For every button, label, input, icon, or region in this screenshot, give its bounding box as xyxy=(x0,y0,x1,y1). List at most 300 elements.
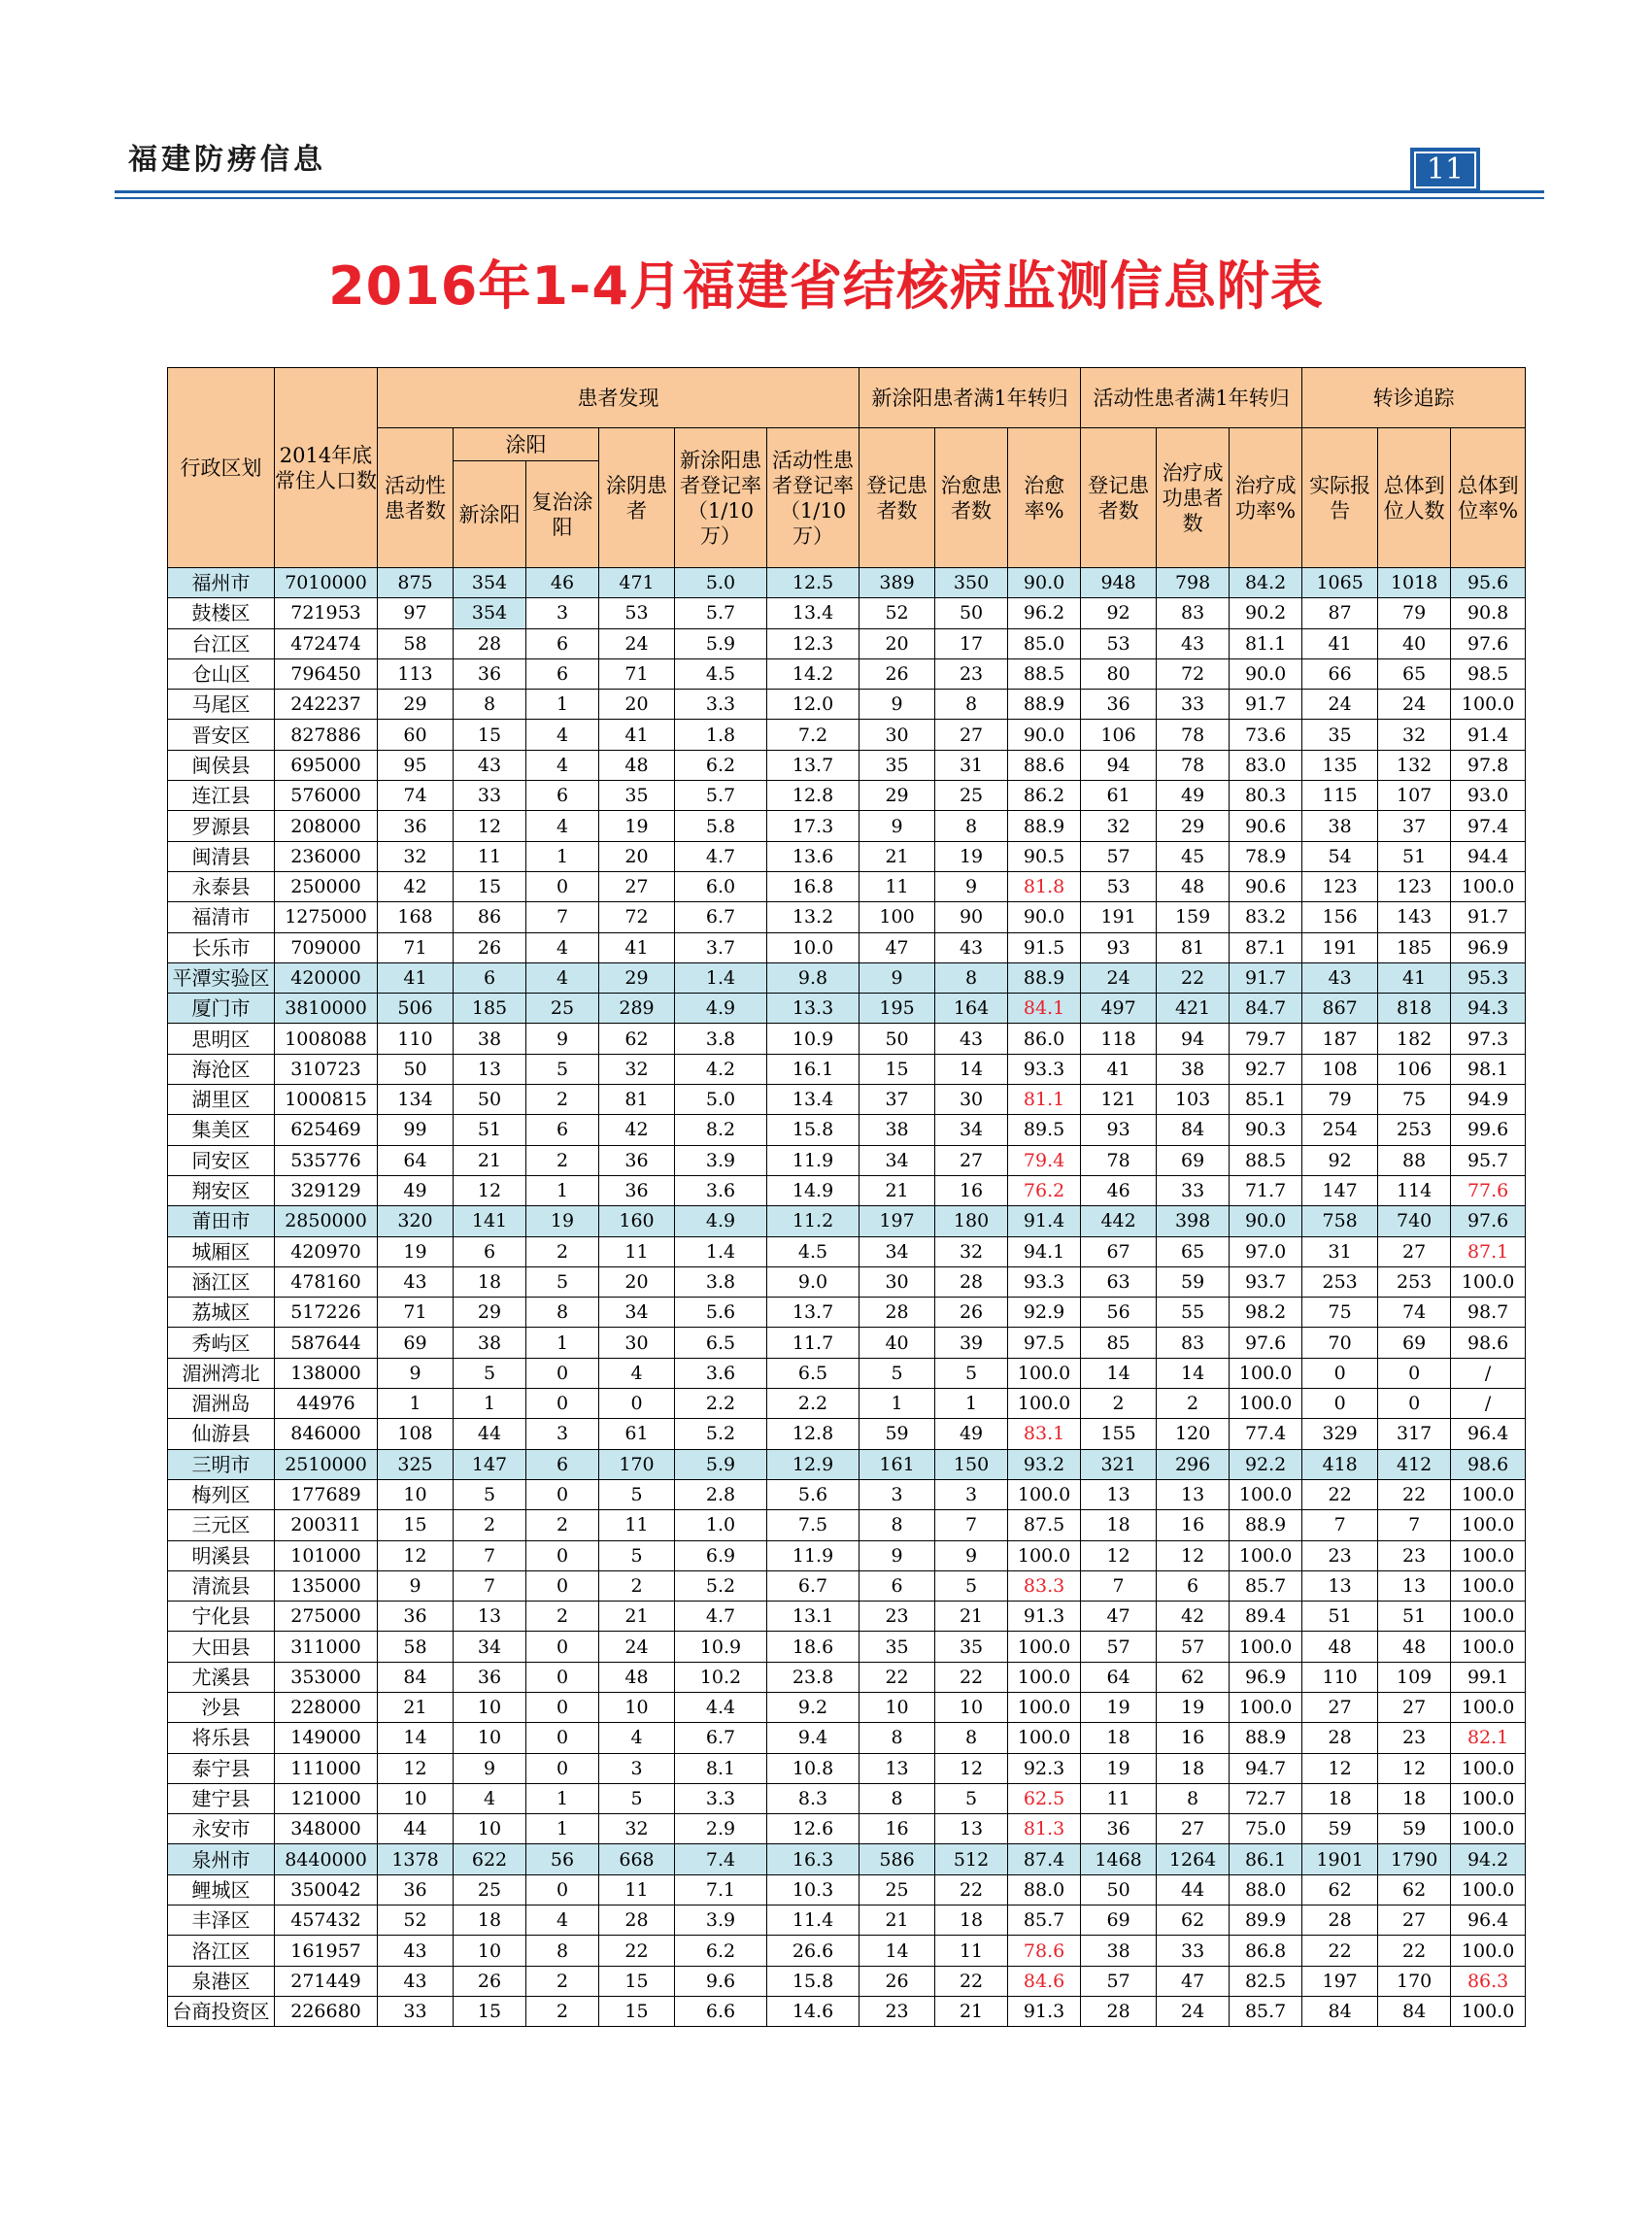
table-cell: 187 xyxy=(1302,1024,1378,1054)
region-name-cell: 清流县 xyxy=(168,1570,275,1601)
table-cell: 88.5 xyxy=(1230,1145,1302,1175)
table-cell: 66 xyxy=(1302,658,1378,689)
table-cell: 53 xyxy=(599,598,675,628)
table-row-city xyxy=(168,1449,1526,1479)
table-cell: 0 xyxy=(1378,1358,1451,1388)
table-cell: 7 xyxy=(526,902,599,932)
table-cell: 29 xyxy=(1157,811,1230,841)
table-cell: 41 xyxy=(378,962,454,993)
table-cell: 85 xyxy=(1081,1328,1157,1358)
table-cell: 19 xyxy=(1157,1692,1230,1722)
table-cell: 13.1 xyxy=(767,1602,860,1632)
col-active-patients: 活动性患者数 xyxy=(378,428,454,568)
table-cell: 1.8 xyxy=(675,720,767,750)
table-cell: 100.0 xyxy=(1008,1389,1081,1419)
table-cell: 28 xyxy=(860,1298,935,1328)
col-rf-arrived: 总体到位人数 xyxy=(1378,428,1451,568)
group-new-smear-outcome: 新涂阳患者满1年转归 xyxy=(860,368,1081,428)
region-name-cell: 荔城区 xyxy=(168,1298,275,1328)
table-cell: 43 xyxy=(454,750,526,780)
table-cell: 12 xyxy=(935,1753,1008,1783)
table-cell: 11.4 xyxy=(767,1906,860,1936)
table-cell: 56 xyxy=(1081,1298,1157,1328)
table-cell: 1 xyxy=(526,690,599,720)
table-cell: 3 xyxy=(599,1753,675,1783)
table-cell: 83.1 xyxy=(1008,1419,1081,1449)
table-cell: 2.2 xyxy=(767,1389,860,1419)
table-cell: 85.7 xyxy=(1230,1570,1302,1601)
table-cell: 110 xyxy=(378,1024,454,1054)
table-cell: 78.9 xyxy=(1230,841,1302,871)
table-cell: 13 xyxy=(1302,1570,1378,1601)
table-cell: 289 xyxy=(599,994,675,1024)
table-cell: 1 xyxy=(860,1389,935,1419)
table-cell: 12 xyxy=(1081,1540,1157,1570)
col-region: 行政区划 xyxy=(168,368,275,568)
table-cell: 5.8 xyxy=(675,811,767,841)
table-cell: 10 xyxy=(454,1814,526,1844)
table-cell: 180 xyxy=(935,1206,1008,1236)
table-cell: 82.1 xyxy=(1451,1723,1526,1753)
table-cell: 91.5 xyxy=(1008,932,1081,962)
table-row xyxy=(168,1328,1526,1358)
table-row xyxy=(168,1692,1526,1722)
table-cell: 6.7 xyxy=(675,902,767,932)
table-row xyxy=(168,750,1526,780)
table-cell: 7.1 xyxy=(675,1874,767,1905)
table-cell: 34 xyxy=(599,1298,675,1328)
table-cell: 39 xyxy=(935,1328,1008,1358)
table-cell: 471 xyxy=(599,568,675,598)
group-active-outcome: 活动性患者满1年转归 xyxy=(1081,368,1302,428)
table-cell: 75.0 xyxy=(1230,1814,1302,1844)
table-cell: 1 xyxy=(526,1814,599,1844)
table-cell: 13 xyxy=(454,1602,526,1632)
table-cell: 0 xyxy=(526,1632,599,1662)
table-cell: 90.0 xyxy=(1230,1206,1302,1236)
table-row xyxy=(168,1936,1526,1966)
table-cell: 52 xyxy=(860,598,935,628)
table-cell: 5.2 xyxy=(675,1570,767,1601)
table-cell: 6 xyxy=(454,962,526,993)
table-cell: 96.4 xyxy=(1451,1419,1526,1449)
table-cell: 32 xyxy=(1378,720,1451,750)
table-cell: 5 xyxy=(599,1783,675,1813)
table-cell: 78 xyxy=(1157,720,1230,750)
table-cell: 84.1 xyxy=(1008,994,1081,1024)
table-cell: 5 xyxy=(454,1479,526,1509)
table-cell: 6.2 xyxy=(675,750,767,780)
table-cell: 4.7 xyxy=(675,1602,767,1632)
table-cell: 64 xyxy=(378,1145,454,1175)
table-cell: 57 xyxy=(1081,1966,1157,1996)
table-cell: 4.4 xyxy=(675,1692,767,1722)
table-cell: 75 xyxy=(1378,1085,1451,1115)
table-cell: 13.4 xyxy=(767,598,860,628)
table-cell: 170 xyxy=(599,1449,675,1479)
table-cell: 2 xyxy=(1157,1389,1230,1419)
table-cell: 100.0 xyxy=(1008,1723,1081,1753)
table-cell: 58 xyxy=(378,1632,454,1662)
table-cell: 11 xyxy=(599,1874,675,1905)
table-cell: 13 xyxy=(1081,1479,1157,1509)
table-cell: 1 xyxy=(526,1328,599,1358)
table-cell: 44 xyxy=(378,1814,454,1844)
table-cell: 497 xyxy=(1081,994,1157,1024)
table-cell: 31 xyxy=(1302,1236,1378,1266)
table-cell: 1 xyxy=(526,1783,599,1813)
table-cell: 11 xyxy=(1081,1783,1157,1813)
table-cell: 0 xyxy=(1302,1358,1378,1388)
table-cell: 8 xyxy=(860,1783,935,1813)
region-name-cell: 连江县 xyxy=(168,781,275,811)
table-cell: 0 xyxy=(1302,1389,1378,1419)
table-cell: 13.7 xyxy=(767,750,860,780)
col-rf-arrival-rate: 总体到位率% xyxy=(1451,428,1526,568)
table-cell: 9 xyxy=(860,1540,935,1570)
table-row xyxy=(168,658,1526,689)
table-cell: 103 xyxy=(1157,1085,1230,1115)
region-name-cell: 沙县 xyxy=(168,1692,275,1722)
table-cell: 18 xyxy=(935,1906,1008,1936)
table-cell: 30 xyxy=(860,1266,935,1297)
table-cell: 114 xyxy=(1378,1175,1451,1205)
table-cell: 100.0 xyxy=(1008,1540,1081,1570)
table-cell: 867 xyxy=(1302,994,1378,1024)
table-cell: 98.7 xyxy=(1451,1298,1526,1328)
table-cell: 38 xyxy=(1081,1936,1157,1966)
table-cell: 27 xyxy=(1302,1692,1378,1722)
table-cell: 84 xyxy=(378,1662,454,1692)
table-cell: 28 xyxy=(454,628,526,658)
table-cell: 59 xyxy=(860,1419,935,1449)
table-cell: 90.0 xyxy=(1008,902,1081,932)
table-cell: 6.5 xyxy=(767,1358,860,1388)
region-name-cell: 台商投资区 xyxy=(168,1996,275,2026)
table-cell: 33 xyxy=(1157,1936,1230,1966)
table-cell: 100.0 xyxy=(1008,1632,1081,1662)
table-cell: 15 xyxy=(454,871,526,901)
table-cell: 51 xyxy=(454,1115,526,1145)
table-cell: 90.3 xyxy=(1230,1115,1302,1145)
table-cell: 79.7 xyxy=(1230,1024,1302,1054)
table-cell: 31 xyxy=(935,750,1008,780)
table-cell: 457432 xyxy=(275,1906,378,1936)
col-ac-success-rate: 治疗成功率% xyxy=(1230,428,1302,568)
table-cell: 88.9 xyxy=(1230,1510,1302,1540)
table-cell: 14.9 xyxy=(767,1175,860,1205)
region-name-cell: 仓山区 xyxy=(168,658,275,689)
table-row xyxy=(168,1266,1526,1297)
table-row xyxy=(168,1753,1526,1783)
table-cell: 310723 xyxy=(275,1054,378,1084)
table-cell: 271449 xyxy=(275,1966,378,1996)
table-cell: 36 xyxy=(1081,690,1157,720)
table-row-city xyxy=(168,962,1526,993)
table-cell: 21 xyxy=(378,1692,454,1722)
table-cell: 97.6 xyxy=(1230,1328,1302,1358)
table-cell: 88.9 xyxy=(1230,1723,1302,1753)
table-cell: 4 xyxy=(599,1723,675,1753)
table-cell: 37 xyxy=(1378,811,1451,841)
table-cell: 354 xyxy=(454,598,526,628)
page-number-frame xyxy=(1414,152,1476,188)
table-cell: 100.0 xyxy=(1230,1479,1302,1509)
table-cell: 2510000 xyxy=(275,1449,378,1479)
table-row xyxy=(168,841,1526,871)
table-row xyxy=(168,1236,1526,1266)
table-cell: 587644 xyxy=(275,1328,378,1358)
table-cell: 21 xyxy=(599,1602,675,1632)
table-cell: / xyxy=(1451,1358,1526,1388)
table-cell: 33 xyxy=(378,1996,454,2026)
table-cell: 9.0 xyxy=(767,1266,860,1297)
document-title: 2016年1-4月福建省结核病监测信息附表 xyxy=(328,255,1324,317)
table-cell: 86.1 xyxy=(1230,1844,1302,1874)
table-cell: 10.9 xyxy=(767,1024,860,1054)
region-name-cell: 城厢区 xyxy=(168,1236,275,1266)
table-cell: 22 xyxy=(935,1662,1008,1692)
table-cell: 55 xyxy=(1157,1298,1230,1328)
table-cell: 135000 xyxy=(275,1570,378,1601)
table-cell: 9 xyxy=(378,1570,454,1601)
table-cell: 236000 xyxy=(275,841,378,871)
table-cell: 93.7 xyxy=(1230,1266,1302,1297)
table-cell: 100.0 xyxy=(1451,1510,1526,1540)
table-cell: 12 xyxy=(378,1540,454,1570)
table-cell: 92.9 xyxy=(1008,1298,1081,1328)
table-cell: 5.2 xyxy=(675,1419,767,1449)
table-cell: 253 xyxy=(1302,1266,1378,1297)
table-cell: 875 xyxy=(378,568,454,598)
table-cell: 208000 xyxy=(275,811,378,841)
table-cell: 512 xyxy=(935,1844,1008,1874)
table-cell: 6 xyxy=(526,781,599,811)
table-cell: 20 xyxy=(860,628,935,658)
table-cell: 59 xyxy=(1378,1814,1451,1844)
group-referral: 转诊追踪 xyxy=(1302,368,1526,428)
table-cell: 100.0 xyxy=(1451,871,1526,901)
table-cell: 132 xyxy=(1378,750,1451,780)
table-cell: 13.4 xyxy=(767,1085,860,1115)
table-cell: 17 xyxy=(935,628,1008,658)
region-name-cell: 鲤城区 xyxy=(168,1874,275,1905)
table-row xyxy=(168,1632,1526,1662)
table-cell: 10 xyxy=(454,1692,526,1722)
table-cell: 100.0 xyxy=(1230,1358,1302,1388)
table-cell: 22 xyxy=(935,1874,1008,1905)
table-cell: 421 xyxy=(1157,994,1230,1024)
table-cell: 12 xyxy=(1302,1753,1378,1783)
table-cell: 100.0 xyxy=(1008,1692,1081,1722)
table-cell: 7 xyxy=(1302,1510,1378,1540)
table-cell: 75 xyxy=(1302,1298,1378,1328)
table-cell: 13 xyxy=(1378,1570,1451,1601)
table-cell: 41 xyxy=(599,720,675,750)
table-cell: 2 xyxy=(526,1510,599,1540)
table-cell: 36 xyxy=(454,1662,526,1692)
table-cell: 79.4 xyxy=(1008,1145,1081,1175)
table-cell: 85.7 xyxy=(1230,1996,1302,2026)
table-cell: 14.2 xyxy=(767,658,860,689)
table-cell: 51 xyxy=(1378,841,1451,871)
table-cell: 22 xyxy=(935,1966,1008,1996)
table-cell: 398 xyxy=(1157,1206,1230,1236)
table-cell: 13.6 xyxy=(767,841,860,871)
table-cell: 3.6 xyxy=(675,1358,767,1388)
table-cell: 1008088 xyxy=(275,1024,378,1054)
table-cell: 9 xyxy=(378,1358,454,1388)
table-cell: 69 xyxy=(1081,1906,1157,1936)
table-cell: 5 xyxy=(935,1783,1008,1813)
table-row xyxy=(168,932,1526,962)
table-cell: 43 xyxy=(378,1936,454,1966)
region-name-cell: 思明区 xyxy=(168,1024,275,1054)
table-cell: 11.2 xyxy=(767,1206,860,1236)
table-cell: 24 xyxy=(599,628,675,658)
table-cell: 36 xyxy=(378,1874,454,1905)
table-cell: 161957 xyxy=(275,1936,378,1966)
table-cell: 85.1 xyxy=(1230,1085,1302,1115)
table-cell: 6.7 xyxy=(675,1723,767,1753)
table-cell: 709000 xyxy=(275,932,378,962)
table-cell: 5 xyxy=(599,1540,675,1570)
table-cell: 11 xyxy=(454,841,526,871)
table-cell: 19 xyxy=(1081,1692,1157,1722)
table-cell: 197 xyxy=(860,1206,935,1236)
table-cell: 10 xyxy=(378,1479,454,1509)
table-cell: 16 xyxy=(1157,1723,1230,1753)
table-cell: 14 xyxy=(1157,1358,1230,1388)
table-cell: 0 xyxy=(526,1753,599,1783)
table-cell: 0 xyxy=(526,1358,599,1388)
col-retreat-smear: 复治涂阳 xyxy=(526,461,599,568)
table-cell: 91.7 xyxy=(1451,902,1526,932)
table-cell: 43 xyxy=(378,1966,454,1996)
table-cell: 71 xyxy=(378,1298,454,1328)
table-cell: 740 xyxy=(1378,1206,1451,1236)
table-cell: 48 xyxy=(599,750,675,780)
table-cell: 168 xyxy=(378,902,454,932)
table-cell: 19 xyxy=(378,1236,454,1266)
table-cell: 83 xyxy=(1157,1328,1230,1358)
table-cell: 57 xyxy=(1081,841,1157,871)
table-cell: 8 xyxy=(1157,1783,1230,1813)
table-cell: 84.7 xyxy=(1230,994,1302,1024)
table-cell: 36 xyxy=(599,1145,675,1175)
table-cell: 21 xyxy=(860,1906,935,1936)
table-cell: 4 xyxy=(599,1358,675,1388)
table-cell: 2 xyxy=(599,1570,675,1601)
table-cell: 147 xyxy=(454,1449,526,1479)
table-cell: 93 xyxy=(1081,932,1157,962)
page-number: 11 xyxy=(1426,152,1465,186)
table-cell: 253 xyxy=(1378,1115,1451,1145)
table-cell: 26.6 xyxy=(767,1936,860,1966)
table-cell: 9 xyxy=(454,1753,526,1783)
region-name-cell: 晋安区 xyxy=(168,720,275,750)
table-cell: 12.8 xyxy=(767,781,860,811)
table-cell: 2 xyxy=(526,1085,599,1115)
table-cell: 110 xyxy=(1302,1662,1378,1692)
table-cell: 27 xyxy=(1378,1906,1451,1936)
table-cell: 115 xyxy=(1302,781,1378,811)
table-cell: 87.1 xyxy=(1230,932,1302,962)
table-cell: 18 xyxy=(1081,1510,1157,1540)
table-cell: 48 xyxy=(1157,871,1230,901)
table-cell: 9 xyxy=(860,811,935,841)
table-cell: 94.1 xyxy=(1008,1236,1081,1266)
group-discovery: 患者发现 xyxy=(378,368,860,428)
table-cell: 14 xyxy=(378,1723,454,1753)
table-cell: 13.2 xyxy=(767,902,860,932)
table-cell: 91.7 xyxy=(1230,690,1302,720)
table-cell: 8 xyxy=(860,1723,935,1753)
table-cell: 3.6 xyxy=(675,1175,767,1205)
region-name-cell: 湄洲湾北 xyxy=(168,1358,275,1388)
table-row-city xyxy=(168,1844,1526,1874)
table-cell: 12.5 xyxy=(767,568,860,598)
table-cell: 78.6 xyxy=(1008,1936,1081,1966)
table-cell: 97.6 xyxy=(1451,1206,1526,1236)
table-cell: 3 xyxy=(935,1479,1008,1509)
table-cell: 19 xyxy=(599,811,675,841)
table-cell: 24 xyxy=(1157,1996,1230,2026)
table-cell: 100.0 xyxy=(1451,1266,1526,1297)
table-cell: 21 xyxy=(860,1175,935,1205)
table-cell: 1 xyxy=(526,1175,599,1205)
table-cell: 1 xyxy=(454,1389,526,1419)
table-cell: 69 xyxy=(1378,1328,1451,1358)
table-cell: 44 xyxy=(1157,1874,1230,1905)
table-cell: 6.9 xyxy=(675,1540,767,1570)
table-cell: 49 xyxy=(378,1175,454,1205)
table-cell: 155 xyxy=(1081,1419,1157,1449)
table-row xyxy=(168,1419,1526,1449)
table-cell: 13.3 xyxy=(767,994,860,1024)
table-cell: 3.8 xyxy=(675,1024,767,1054)
table-cell: 1.0 xyxy=(675,1510,767,1540)
table-cell: 23 xyxy=(1378,1540,1451,1570)
table-cell: 16 xyxy=(935,1175,1008,1205)
table-cell: 81 xyxy=(599,1085,675,1115)
table-cell: 6 xyxy=(526,628,599,658)
table-cell: 5.6 xyxy=(675,1298,767,1328)
table-cell: 43 xyxy=(935,1024,1008,1054)
table-cell: 0 xyxy=(526,1723,599,1753)
table-cell: 44976 xyxy=(275,1389,378,1419)
table-cell: 138000 xyxy=(275,1358,378,1388)
table-cell: 40 xyxy=(1378,628,1451,658)
table-cell: 1.4 xyxy=(675,1236,767,1266)
table-cell: 62 xyxy=(1302,1874,1378,1905)
region-name-cell: 海沧区 xyxy=(168,1054,275,1084)
region-name-cell: 尤溪县 xyxy=(168,1662,275,1692)
table-cell: 5 xyxy=(526,1054,599,1084)
table-cell: 0 xyxy=(526,1662,599,1692)
table-cell: 37 xyxy=(860,1085,935,1115)
table-cell: 29 xyxy=(599,962,675,993)
table-cell: 95.3 xyxy=(1451,962,1526,993)
table-cell: 2 xyxy=(1081,1389,1157,1419)
table-row xyxy=(168,1783,1526,1813)
table-cell: 90.0 xyxy=(1008,720,1081,750)
table-cell: 5.0 xyxy=(675,1085,767,1115)
table-cell: 420970 xyxy=(275,1236,378,1266)
region-name-cell: 长乐市 xyxy=(168,932,275,962)
table-cell: 92.2 xyxy=(1230,1449,1302,1479)
table-cell: 6 xyxy=(860,1570,935,1601)
